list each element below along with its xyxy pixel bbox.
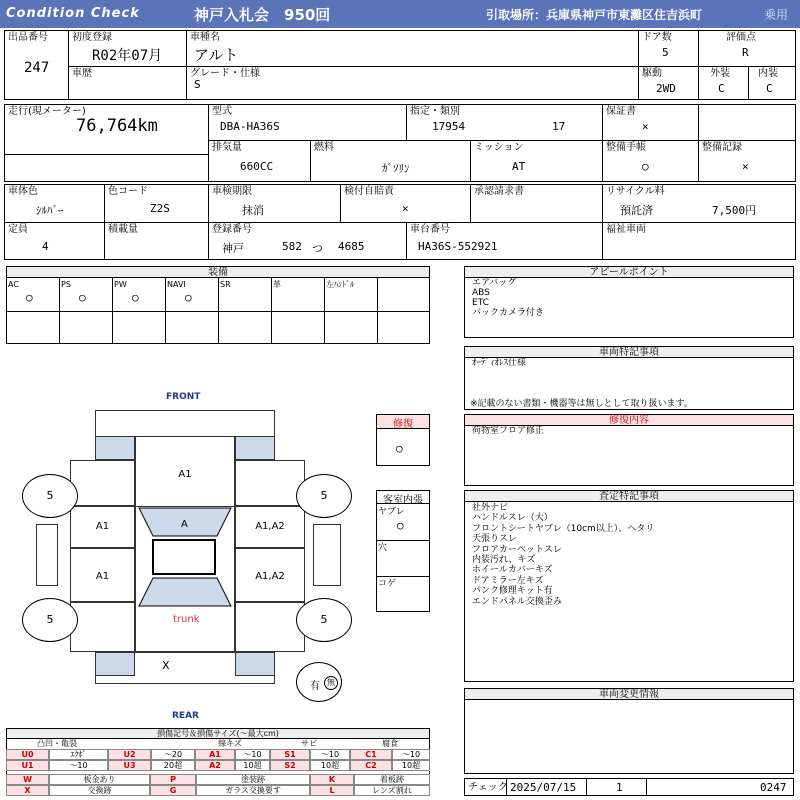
special-line-0: ｵｰﾃﾞｨｵﾚｽ仕様 <box>472 358 527 368</box>
check-date: 2025/07/15 <box>510 781 577 794</box>
car-name-label: 車種名 <box>190 32 220 43</box>
equipment-label-1: PS <box>61 280 71 289</box>
spare-prefix: 有 <box>310 681 320 692</box>
exterior-value: C <box>718 82 725 95</box>
legend2-code-0-2: K <box>310 774 354 785</box>
left-front-door <box>70 506 135 548</box>
legend-code-0-2: A1 <box>195 749 235 760</box>
basic-info-block <box>4 30 796 100</box>
changes-block <box>464 688 794 774</box>
header-title: Condition Check <box>6 6 140 21</box>
lot-label: 出品番号 <box>8 32 48 43</box>
approval-label: 承認請求書 <box>474 186 524 197</box>
legend-desc-1-0: 〜10 <box>49 760 108 771</box>
warranty-label: 保証書 <box>606 106 636 117</box>
model-value: DBA-HA36S <box>220 120 280 133</box>
tire-rear-left: 5 <box>22 598 78 642</box>
special-note: ※記載のない書類・機器等は無しとして取り扱います。 <box>470 399 693 409</box>
legend2-code-1-0: X <box>6 785 49 796</box>
displacement-value: 660CC <box>240 160 274 173</box>
assessment-line-7: ドアミラー左キズ <box>472 575 544 586</box>
equipment-divider <box>271 278 272 344</box>
repair-content-title: 修復内容 <box>465 415 793 426</box>
assessment-line-3: 天張りスレ <box>472 534 518 545</box>
doors-value: 5 <box>662 46 669 59</box>
color-code-label: 色コード <box>108 186 148 197</box>
color-value: ｼﾙﾊﾞｰ <box>36 204 64 217</box>
score-value: R <box>742 46 749 59</box>
equipment-label-3: NAVI <box>167 280 186 289</box>
legend-title: 損傷記号＆損傷サイズ(〜最大cm) <box>7 729 429 739</box>
chassis-label: 車台番号 <box>410 224 450 235</box>
assessment-line-0: 社外ナビ <box>472 503 509 513</box>
legend2-code-1-1: G <box>150 785 196 796</box>
spare-value: 無 <box>324 676 338 690</box>
equipment-value-2: ○ <box>132 291 139 304</box>
manual-value: ○ <box>642 160 649 173</box>
legend2-code-0-1: P <box>150 774 196 785</box>
equipment-divider <box>324 278 325 344</box>
repair-title: 修復 <box>377 415 429 429</box>
tire-front-right: 5 <box>296 474 352 518</box>
recycle-value: 7,500円 <box>712 204 757 217</box>
legend-desc-1-1: 20超 <box>151 760 195 771</box>
mileage-label: 走行(現メーター) <box>8 106 86 117</box>
recycle-status: 預託済 <box>620 204 653 217</box>
legend-group-2: サビ <box>301 739 317 748</box>
plate-kana: つ <box>312 242 323 255</box>
assessment-line-4: フロアカーペットスレ <box>472 544 562 555</box>
front-left-fender-corner <box>95 436 135 460</box>
recycle-label: リサイクル料 <box>606 186 665 197</box>
equipment-value-1: ○ <box>79 291 86 304</box>
first-reg-label: 初度登録 <box>72 32 112 43</box>
legend2-desc-0-2: 着板跡 <box>354 774 430 785</box>
legend-code-0-4: C1 <box>350 749 392 760</box>
displacement-label: 排気量 <box>212 142 242 153</box>
assessment-title: 査定特記事項 <box>465 491 793 502</box>
equipment-value-0: ○ <box>26 291 33 304</box>
right-front-door <box>235 506 305 548</box>
check-number: 0247 <box>760 781 787 794</box>
appeal-title: アピールポイント <box>465 267 793 278</box>
assessment-line-1: ハンドルスレ（大） <box>472 513 553 524</box>
capacity-label: 定員 <box>8 224 28 235</box>
plate-area: 神戸 <box>222 242 244 255</box>
repair-content-line-0: 荷物室フロア修正 <box>472 426 545 436</box>
self-insurance-label: 検付自賠責 <box>344 186 394 197</box>
score-label: 評価点 <box>726 32 756 43</box>
cabin-value-0: ○ <box>397 519 404 532</box>
legend2-desc-0-1: 塗装跡 <box>196 774 310 785</box>
cabin-label-0: ヤブレ <box>378 507 405 517</box>
equipment-divider <box>377 278 378 344</box>
left-front-door-damage: A1 <box>95 521 110 532</box>
legend-desc-0-1: 〜20 <box>151 749 195 760</box>
appeal-line-2: ETC <box>472 298 489 308</box>
legend2-desc-1-1: ガラス交換要す <box>196 785 310 796</box>
legend-group-0: 凸凹・亀裂 <box>37 739 77 748</box>
left-quarter <box>70 602 135 652</box>
legend-desc-1-3: 10超 <box>310 760 350 771</box>
class-value: 17 <box>552 120 566 133</box>
legend-code-0-0: U0 <box>6 749 49 760</box>
legend-code-1-2: A2 <box>195 760 235 771</box>
equipment-label-4: SR <box>220 280 231 289</box>
left-front-fender <box>70 460 135 506</box>
hood-damage: A1 <box>178 469 192 480</box>
right-rear-door <box>235 548 305 602</box>
appeal-line-3: バックカメラ付き <box>472 308 545 318</box>
equipment-label-6: 左ﾊﾝﾄﾞﾙ <box>326 280 354 289</box>
front-right-fender-corner <box>235 436 275 460</box>
fuel-value: ｶﾞｿﾘﾝ <box>382 162 410 175</box>
grade-value: S <box>194 78 201 91</box>
interior-value: C <box>766 82 773 95</box>
chassis-value: HA36S-552921 <box>418 240 498 253</box>
record-label: 整備記録 <box>702 142 742 153</box>
roof-damage: A <box>181 519 188 530</box>
load-label: 積載量 <box>108 224 138 235</box>
equipment-label-2: PW <box>114 280 127 289</box>
sunroof-frame <box>153 540 215 574</box>
exterior-label: 外装 <box>710 68 730 79</box>
hood-panel <box>135 436 235 508</box>
right-front-fender <box>235 460 305 506</box>
assessment-line-9: エンドパネル交換歪み <box>472 596 562 607</box>
manual-label: 整備手帳 <box>606 142 646 153</box>
fuel-label: 燃料 <box>314 142 334 153</box>
assessment-line-6: ホイールカバーキズ <box>472 565 553 576</box>
model-label: 型式 <box>212 106 232 117</box>
car-name-value: アルト <box>194 46 239 64</box>
equipment-label-0: AC <box>8 280 19 289</box>
spare-tire <box>296 662 342 702</box>
color-code-value: Z2S <box>150 202 170 215</box>
equipment-divider <box>165 278 166 344</box>
history-label: 車歴 <box>72 68 92 79</box>
legend-code-0-1: U2 <box>108 749 151 760</box>
plate-class: 582 <box>282 240 302 253</box>
legend-desc-0-0: ｴｸﾎﾞ <box>49 749 108 760</box>
mission-value: AT <box>512 160 526 173</box>
equipment-title: 装備 <box>7 267 429 278</box>
legend-group-3: 腐食 <box>382 739 398 748</box>
assessment-line-5: 内装汚れ、キズ <box>472 555 536 566</box>
capacity-value: 4 <box>42 240 49 253</box>
tire-front-left: 5 <box>22 474 78 518</box>
auction-name: 神戸入札会 950回 <box>194 6 331 24</box>
repair-content-list <box>472 426 544 436</box>
rear-bumper-damage: X <box>162 659 170 672</box>
left-rear-door-damage: A1 <box>95 571 110 582</box>
legend-desc-0-3: 〜10 <box>310 749 350 760</box>
cabin-label-2: コゲ <box>378 579 397 589</box>
changes-title: 車両変更情報 <box>465 689 793 700</box>
repair-value: ○ <box>396 442 403 455</box>
plate-number: 4685 <box>338 240 365 253</box>
legend-desc-0-4: 〜10 <box>392 749 430 760</box>
assessment-list <box>472 503 654 607</box>
legend-desc-1-2: 10超 <box>235 760 270 771</box>
record-value: × <box>742 160 749 173</box>
first-reg-value: R02年07月 <box>92 48 163 64</box>
header-bar <box>0 0 800 28</box>
vehicle-category: 乗用 <box>764 8 789 22</box>
cabin-title: 客室内張 <box>377 491 429 504</box>
pickup-location: 引取場所：兵庫県神戸市東灘区住吉浜町 <box>486 8 703 22</box>
rear-label: REAR <box>172 711 199 721</box>
special-list <box>472 358 526 368</box>
doors-label: ドア数 <box>642 32 672 43</box>
welfare-label: 福祉車両 <box>606 224 646 235</box>
front-label: FRONT <box>166 392 201 402</box>
rear-window <box>139 578 231 606</box>
legend-code-1-3: S2 <box>270 760 310 771</box>
grade-label: グレード・仕様 <box>190 68 260 79</box>
legend2-desc-1-2: レンズ割れ <box>354 785 430 796</box>
inspection-value: 抹消 <box>242 204 264 217</box>
legend2-desc-1-0: 交換跡 <box>49 785 150 796</box>
right-mirror-panel <box>313 524 341 586</box>
cabin-divider <box>376 576 430 577</box>
left-mirror-panel <box>36 524 58 586</box>
legend-code-0-3: S1 <box>270 749 310 760</box>
right-front-door-damage: A1,A2 <box>255 521 285 532</box>
assessment-line-8: パンク修理キット有 <box>472 586 553 597</box>
mileage-value: 76,764km <box>76 116 158 136</box>
interior-label: 内装 <box>758 68 778 79</box>
check-label: チェック <box>468 782 508 793</box>
legend2-code-1-2: L <box>310 785 354 796</box>
special-title: 車両特記事項 <box>465 347 793 358</box>
lot-value: 247 <box>24 60 50 76</box>
legend-desc-1-4: 10超 <box>392 760 430 771</box>
equipment-divider <box>59 278 60 344</box>
designation-label: 指定・類別 <box>410 106 460 117</box>
right-quarter <box>235 602 305 652</box>
legend-code-1-1: U3 <box>108 760 151 771</box>
trunk-label: trunk <box>173 614 200 625</box>
tire-rear-right: 5 <box>296 598 352 642</box>
check-count: 1 <box>616 781 623 794</box>
color-label: 車体色 <box>8 186 38 197</box>
right-rear-door-damage: A1,A2 <box>255 571 285 582</box>
appeal-list <box>472 278 544 318</box>
equipment-divider <box>112 278 113 344</box>
legend2-desc-0-0: 板金あり <box>49 774 150 785</box>
plate-label: 登録番号 <box>212 224 252 235</box>
inspection-label: 車検期限 <box>212 186 252 197</box>
legend-code-1-4: C2 <box>350 760 392 771</box>
equipment-label-5: 革 <box>273 280 281 289</box>
designation-value: 17954 <box>432 120 466 133</box>
legend-code-1-0: U1 <box>6 760 49 771</box>
appeal-line-0: エアバッグ <box>472 278 517 288</box>
drive-value: 2WD <box>656 82 676 95</box>
mission-label: ミッション <box>474 142 524 153</box>
appeal-line-1: ABS <box>472 288 490 298</box>
left-rear-door <box>70 548 135 602</box>
assessment-line-2: フロントシートヤブレ（10cm以上）、ヘタリ <box>472 523 655 534</box>
legend-group-1: 線キズ <box>218 739 242 748</box>
equipment-divider <box>218 278 219 344</box>
equipment-value-3: ○ <box>185 291 192 304</box>
legend2-code-0-0: W <box>6 774 49 785</box>
cabin-divider <box>376 540 430 541</box>
drive-label: 駆動 <box>642 68 662 79</box>
cabin-label-1: 穴 <box>378 543 388 553</box>
rear-left-corner <box>95 652 135 676</box>
self-insurance-value: × <box>402 202 409 215</box>
legend-desc-0-2: 〜10 <box>235 749 270 760</box>
warranty-value: × <box>642 120 649 133</box>
rear-right-corner <box>235 652 275 676</box>
